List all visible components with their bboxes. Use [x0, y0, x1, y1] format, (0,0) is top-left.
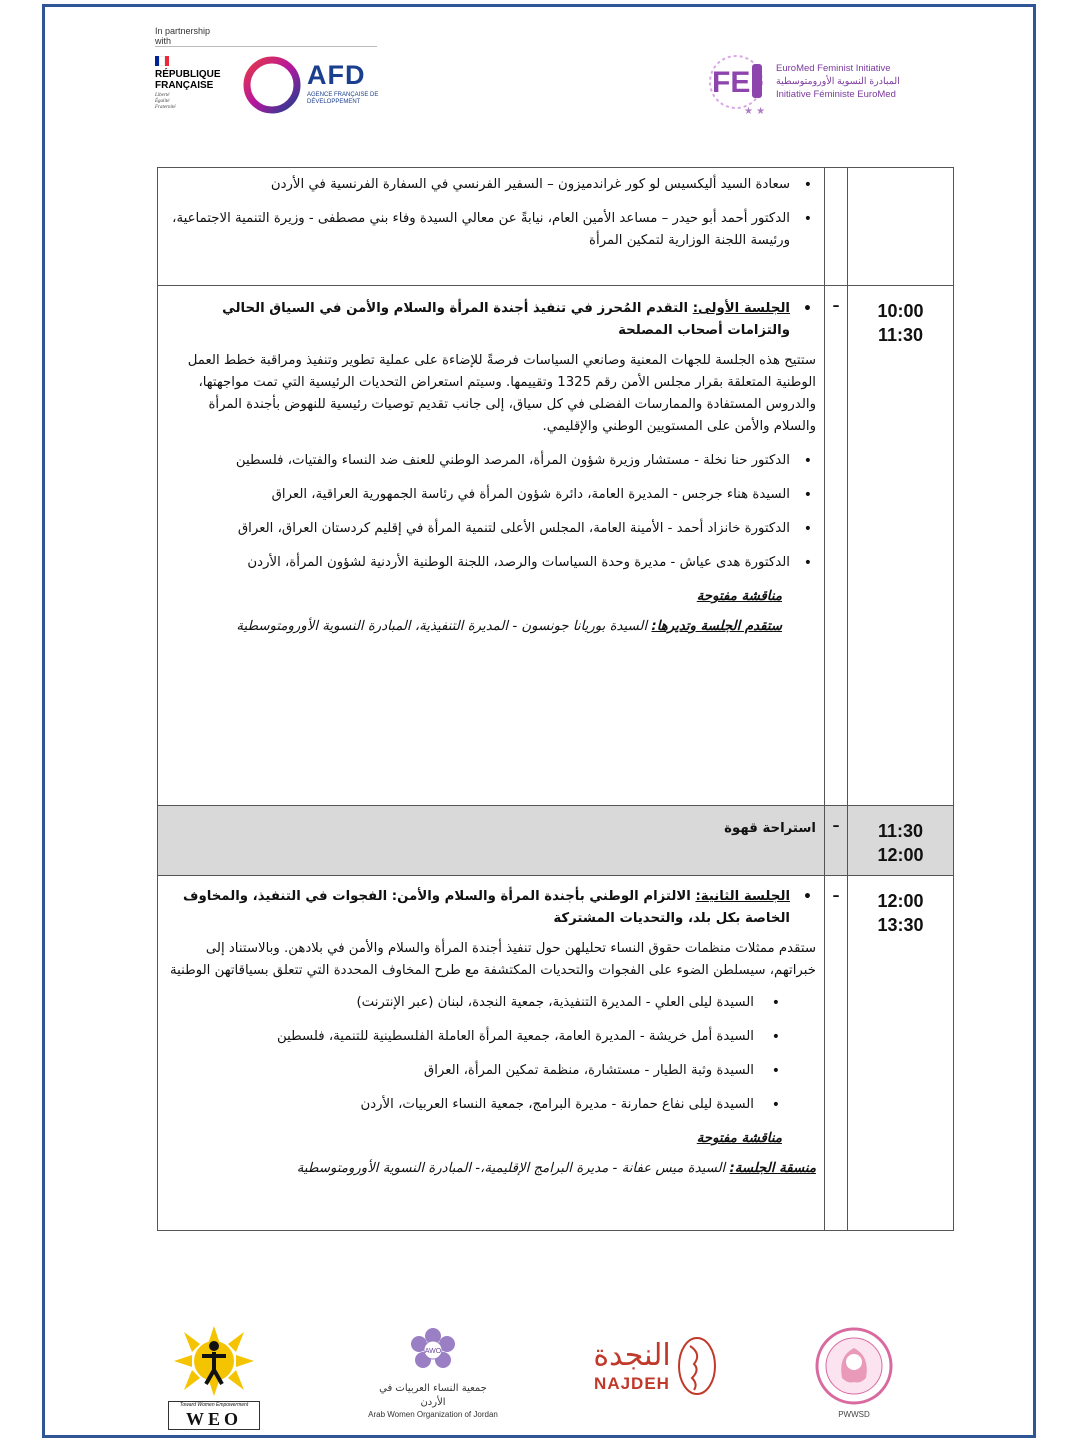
afd-wordmark: AFD [307, 60, 366, 90]
svg-text:FE: FE [712, 66, 751, 99]
session-time [848, 876, 953, 937]
weo-name: WEO [185, 1409, 242, 1429]
najdeh-name-ar: النجدة [593, 1338, 671, 1373]
time-cell [848, 806, 954, 876]
break-label: استراحة قهوة [724, 821, 816, 836]
dash-cell [825, 168, 848, 286]
session-title [168, 886, 790, 930]
time-start: 12:00 [877, 891, 924, 911]
session-2-content [158, 876, 825, 1231]
moderator [168, 616, 782, 638]
session-2-heading [168, 886, 816, 930]
pwwsd-logo [814, 1326, 894, 1422]
time-cell [848, 876, 954, 1231]
time-cell [848, 286, 954, 806]
time-start: 11:30 [877, 821, 924, 841]
efi-name-fr: Initiative Féministe EuroMed [776, 89, 896, 100]
pwwsd-name: PWWSD [838, 1410, 870, 1419]
awo-badge: AWO [424, 1348, 442, 1355]
break-time [848, 806, 953, 867]
efi-name-ar: المبادرة النسوية الأورومتوسطية [776, 76, 900, 87]
woman-emblem-icon [814, 1326, 894, 1406]
agenda-row-session-2 [158, 876, 954, 1231]
dash-text: – [832, 888, 840, 904]
svg-text:★ ★: ★ ★ [744, 106, 766, 117]
moderator [168, 1158, 816, 1180]
time-end: 11:30 [877, 325, 924, 345]
najdeh-logo [590, 1338, 720, 1408]
session-1-heading [168, 298, 816, 342]
dash-cell [825, 806, 848, 876]
dash-text: – [832, 818, 840, 834]
awo-name-en: Arab Women Organization of Jordan [368, 1410, 498, 1419]
list-item: • الدكتور أحمد أبو حيدر – مساعد الأمين العام، نيابةً عن معالي السيدة وفاء بني مصطفى - وزيرة التنمية الاجتماعية، ورئيسة اللجنة الوزارية لتمكين المرأة [168, 208, 790, 252]
divider [155, 46, 377, 47]
agenda-row-opening [158, 168, 954, 286]
face-profile-icon [676, 1334, 718, 1398]
session-title-text: التقدم المُحرز في تنفيذ أجندة المرأة والسلام والأمن في السياق الحالي والتزامات أصحاب المصلحة [222, 301, 790, 338]
time-end: 13:30 [877, 915, 924, 935]
session-title [168, 298, 790, 342]
sun-figure-icon [168, 1326, 260, 1396]
moderator-label: ستقدم الجلسة وتديرها: [651, 619, 782, 634]
agenda-row-session-1 [158, 286, 954, 806]
list-item: • السيدة وثبة الطيار - مستشارة، منظمة تمكين المرأة، العراق [168, 1060, 754, 1082]
session-description: ستتيح هذه الجلسة للجهات المعنية وصانعي السياسات فرصةً للإضاءة على عملية تطوير وتنفيذ ومراقبة خطط العمل الوطنية المتعلقة بقرار مجلس الأمن رقم 1325 وتقييمها. وسيتم استعراض التحديات الرئيسية التي تمت مواجهتها، والدروس المستفادة والممارسات الفضلى في كل سياق، إلى جانب تقديم توصيات رئيسية للنهوض بأجندة المرأة والسلام والأمن على المستويين الوطني والإقليمي. [187, 353, 816, 434]
weo-logo [168, 1326, 260, 1428]
moderator-text: السيدة ميس عفانة - مديرة البرامج الإقليمية،- المبادرة النسوية الأورومتوسطية [296, 1161, 726, 1176]
list-item: • السيدة ليلى العلي - المديرة التنفيذية، جمعية النجدة، لبنان (عبر الإنترنت) [168, 992, 754, 1014]
session-1-speakers [168, 450, 816, 574]
list-item: • الدكتور حنا نخلة - مستشار وزيرة شؤون المرأة، المرصد الوطني للعنف ضد النساء والفتيات، فلسطين [168, 450, 790, 472]
partnership-block [155, 26, 380, 110]
list-item: • السيدة هناء جرجس - المديرة العامة، دائرة شؤون المرأة في رئاسة الجمهورية العراقية، العراق [168, 484, 790, 506]
open-discussion: مناقشة مفتوحة [696, 1131, 782, 1146]
time-end: 12:00 [877, 845, 924, 865]
flower-icon [403, 1326, 463, 1376]
moderator-text: السيدة بوريانا جونسون - المديرة التنفيذية، المبادرة النسوية الأورومتوسطية [236, 619, 648, 634]
rf-title: RÉPUBLIQUE FRANÇAISE [155, 69, 221, 91]
break-content [158, 806, 825, 876]
list-item: • الدكتورة هدى عياش - مديرة وحدة السياسات والرصد، اللجنة الوطنية الأردنية لشؤون المرأة، الأردن [168, 552, 790, 574]
session-label: الجلسة الثانية: [695, 889, 790, 904]
awo-name-ar: جمعية النساء العربيات في الأردن [379, 1383, 487, 1408]
afd-subtitle: AGENCE FRANÇAISE DE DÉVELOPPEMENT [307, 92, 379, 105]
efi-logo [700, 48, 940, 118]
session-time [848, 286, 953, 347]
awo-logo [368, 1326, 498, 1419]
session-description: ستقدم ممثلات منظمات حقوق النساء تحليلهن حول تنفيذ أجندة المرأة والسلام والأمن في بلادهن. وبالاستناد إلى خبراتهم، سيسلطن الضوء على الفجوات والتحديات المكتشفة مع طرح المخاوف المحددة التي تتعلق بسياقاتهن الوطنية [170, 941, 816, 978]
najdeh-name-en: NAJDEH [594, 1374, 670, 1393]
efi-name-en: EuroMed Feminist Initiative [776, 63, 891, 74]
open-discussion: مناقشة مفتوحة [696, 589, 782, 604]
republique-francaise-logo [155, 56, 235, 111]
session-2-speakers [168, 992, 816, 1116]
french-flag-icon [155, 56, 169, 66]
weo-banner [168, 1401, 260, 1430]
dash-cell [825, 286, 848, 806]
moderator-label: منسقة الجلسة: [729, 1161, 816, 1176]
time-cell [848, 168, 954, 286]
list-item: • السيدة ليلى نفاع حمارنة - مديرة البرامج، جمعية النساء العربيات، الأردن [168, 1094, 754, 1116]
list-item: • سعادة السيد أليكسيس لو كور غراندميزون – السفير الفرنسي في السفارة الفرنسية في الأردن [168, 174, 790, 196]
session-title-text: الالتزام الوطني بأجندة المرأة والسلام والأمن: الفجوات في التنفيذ، والمخاوف الخاصة بكل بلد، والتحديات المشتركة [183, 889, 790, 926]
weo-subtitle: Toward Women Empowerment [179, 1402, 249, 1408]
session-label: الجلسة الأولى: [692, 301, 790, 316]
opening-content [158, 168, 825, 286]
efi-emblem-icon [700, 48, 772, 118]
session-1-content [158, 286, 825, 806]
afd-logo [241, 56, 381, 116]
dash-text: – [832, 298, 840, 314]
afd-circle-icon [241, 54, 303, 116]
partnership-text: In partnership with [155, 26, 211, 46]
list-item: • الدكتورة خانزاد أحمد - الأمينة العامة، المجلس الأعلى لتنمية المرأة في إقليم كردستان العراق، العراق [168, 518, 790, 540]
agenda-row-break [158, 806, 954, 876]
agenda-table [157, 167, 954, 1231]
opening-speakers-list [168, 174, 816, 252]
rf-motto: Liberté Égalité Fraternité [155, 93, 176, 110]
list-item: • السيدة أمل خريشة - المديرة العامة، جمعية المرأة العاملة الفلسطينية للتنمية، فلسطين [168, 1026, 754, 1048]
time-start: 10:00 [877, 301, 924, 321]
dash-cell [825, 876, 848, 1231]
